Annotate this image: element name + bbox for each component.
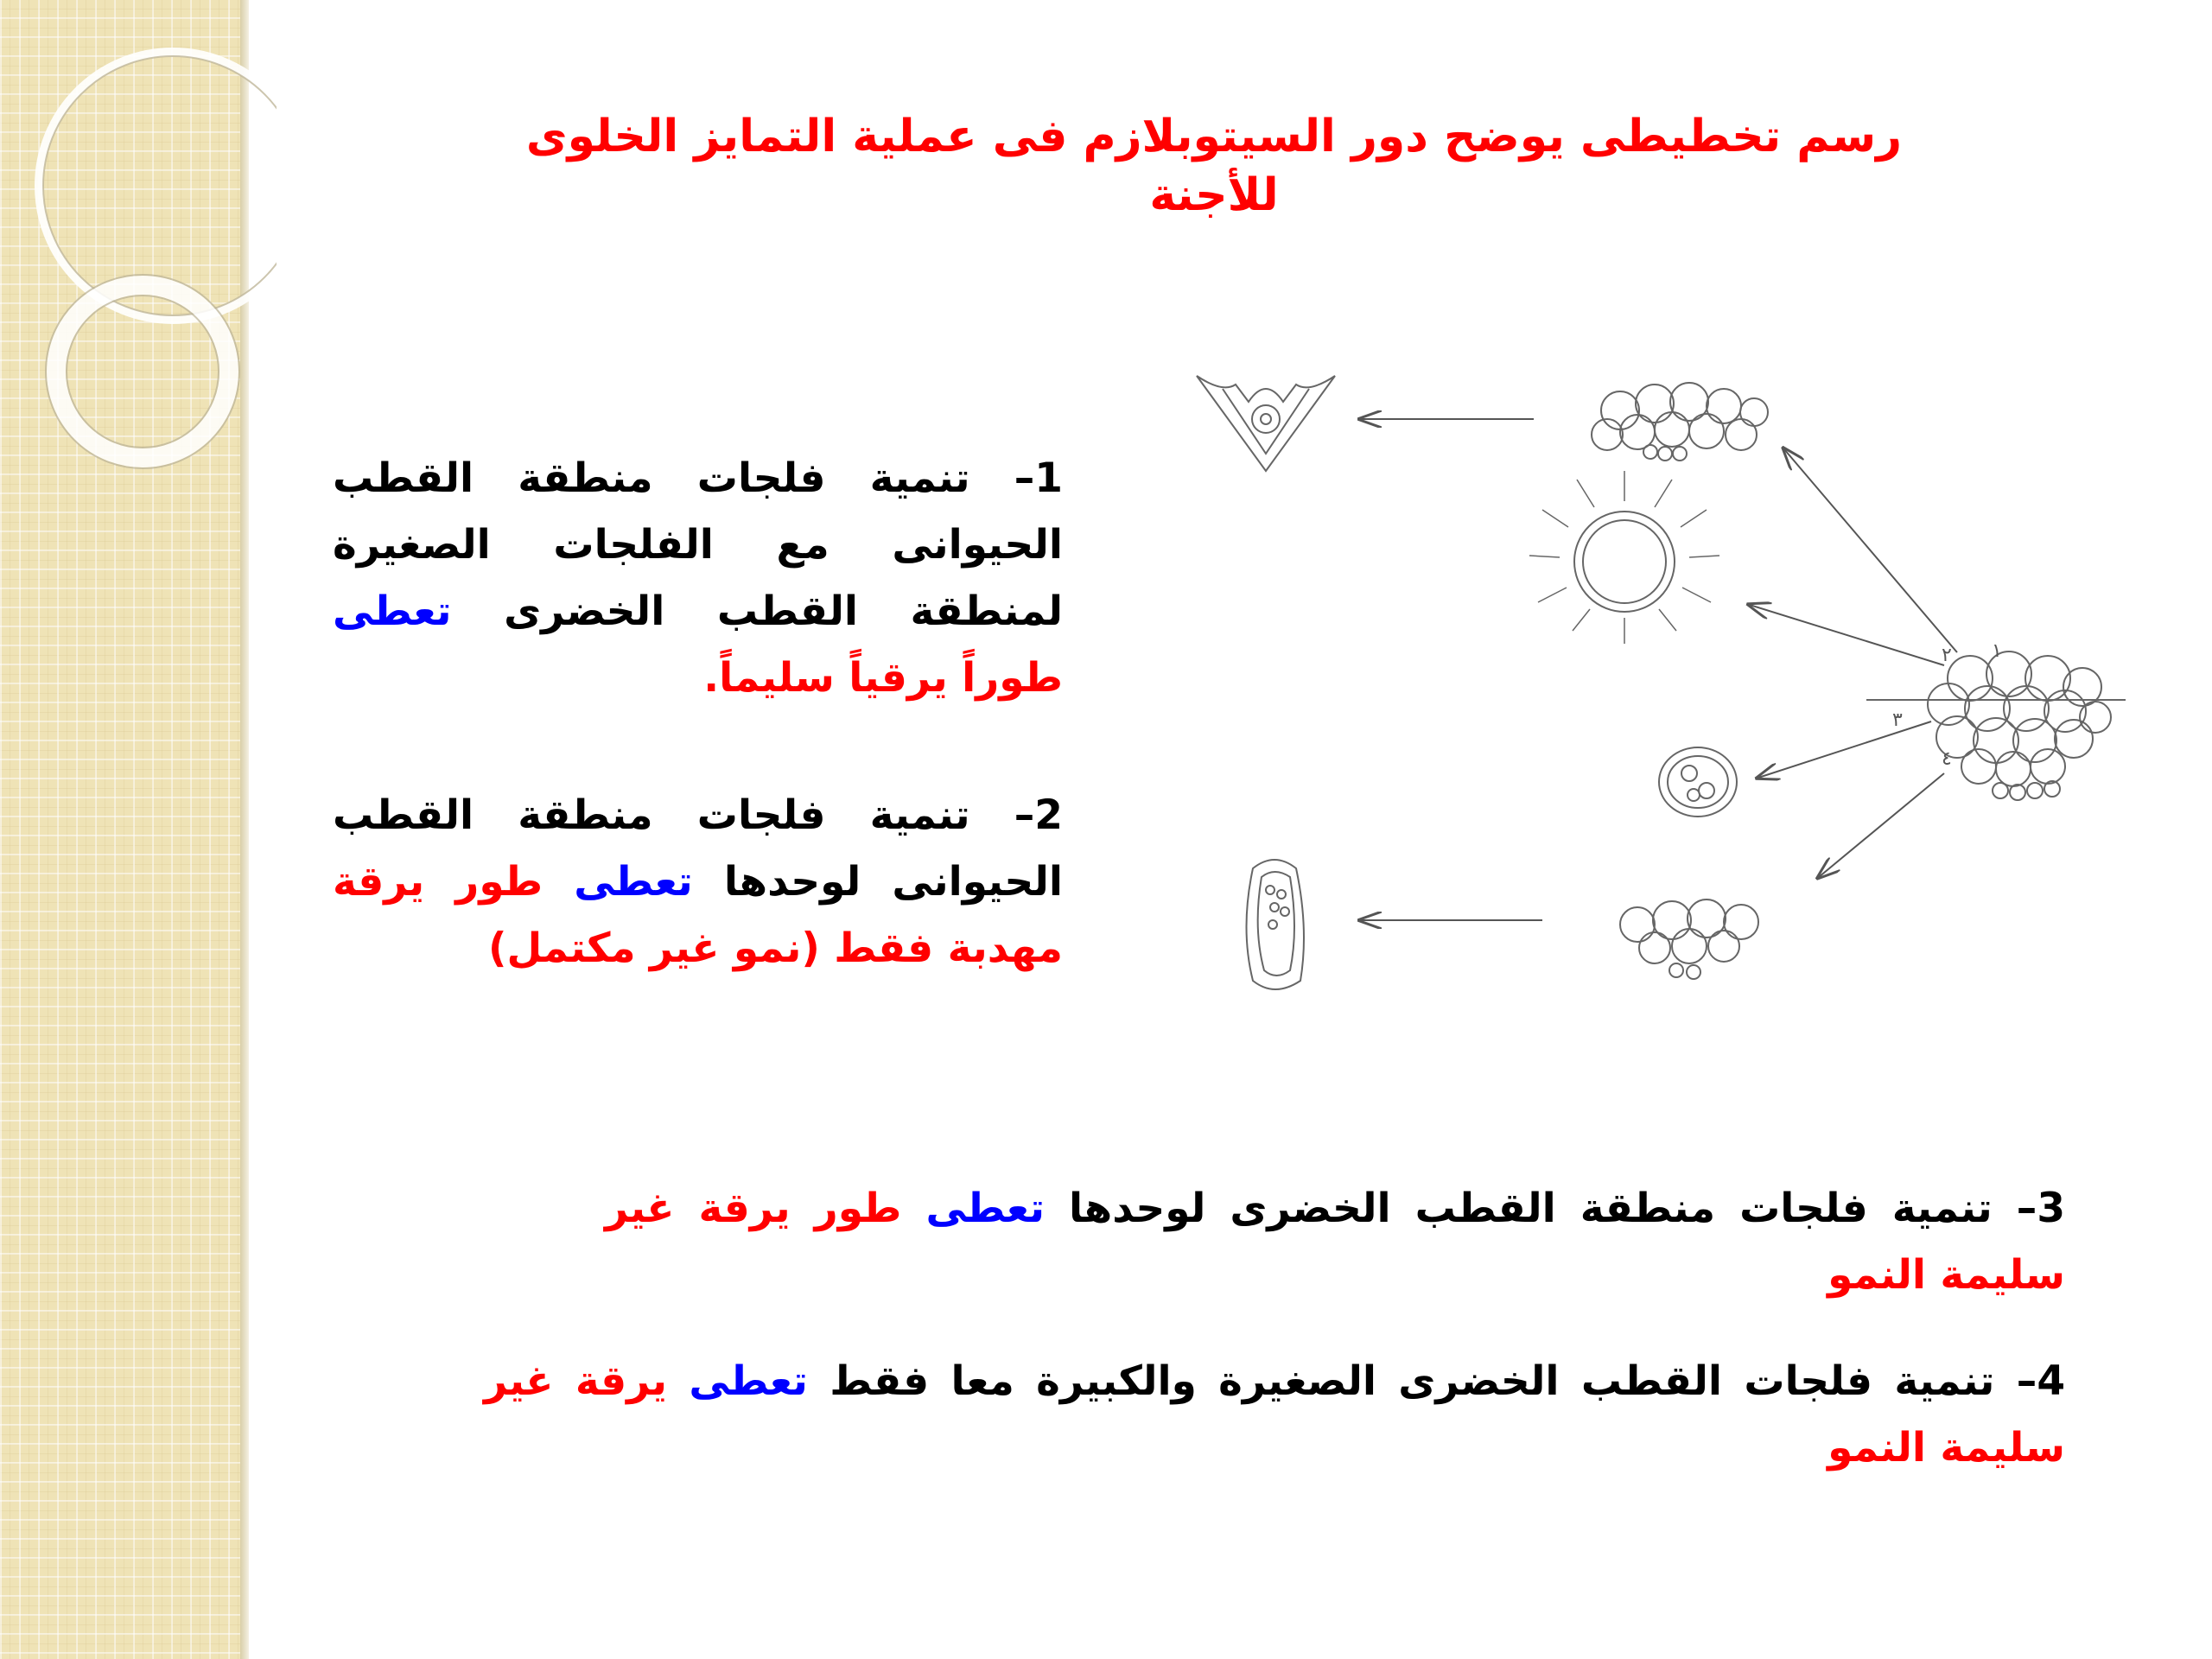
point-4-result: يرقة غير سليمة النمو [484,1357,2065,1471]
decorative-rings [0,0,276,605]
arrow-label-4: ٤ [1942,748,1952,770]
point-1-dash: – [969,454,1035,502]
point-1-result: طوراً يرقياً سليماً. [703,654,1063,702]
point-4-verb: تعطى [689,1357,808,1405]
arrow-label-1: ١ [1992,640,2002,662]
central-embryo [1866,652,2126,800]
point-3-verb: تعطى [925,1185,1045,1232]
incomplete-embryo [1659,747,1737,817]
abnormal-larva [1247,860,1305,989]
point-3-text: تنمية فلجات منطقة القطب الخضرى لوحدها [1068,1185,1993,1232]
point-1-number: 1 [1034,454,1063,502]
point-1-verb: تعطى [333,588,452,635]
point-2-text: تنمية فلجات منطقة القطب الحيوانى لوحدها [333,791,1063,906]
embryo-differentiation-diagram [1136,324,2126,998]
point-1-text: تنمية فلجات منطقة القطب الحيوانى مع الفلجات الصغيرة لمنطقة القطب الخضرى [333,454,1063,635]
point-3-number: 3 [2037,1185,2066,1232]
point-2-dash: – [969,791,1035,839]
point-4 [484,1348,2065,1481]
arrow-label-3: ٣ [1892,709,1903,731]
bottom-cell-group [1620,899,1758,979]
normal-pluteus-larva [1197,376,1335,471]
slide-title: رسم تخطيطى يوضح دور السيتوبلازم فى عملية التمايز الخلوى للأجنة [525,111,1903,221]
point-4-number: 4 [2037,1357,2066,1405]
point-3 [605,1175,2065,1308]
point-4-text: تنمية فلجات القطب الخضرى الصغيرة والكبيرة معا فقط [830,1357,1995,1405]
arrow-label-2: ٢ [1942,645,1952,666]
top-cell-group [1592,383,1768,461]
ciliated-blastula [1529,471,1719,644]
point-3-result: طور يرقة غير سليمة النمو [605,1185,2065,1299]
point-2-result: طور يرقة مهدبة فقط (نمو غير مكتمل) [333,858,1063,972]
point-2-number: 2 [1034,791,1063,839]
point-3-dash: – [1992,1185,2037,1232]
point-4-dash: – [1994,1357,2037,1405]
point-2 [333,782,1063,982]
point-2-verb: تعطى [574,858,693,906]
point-1 [333,445,1063,711]
